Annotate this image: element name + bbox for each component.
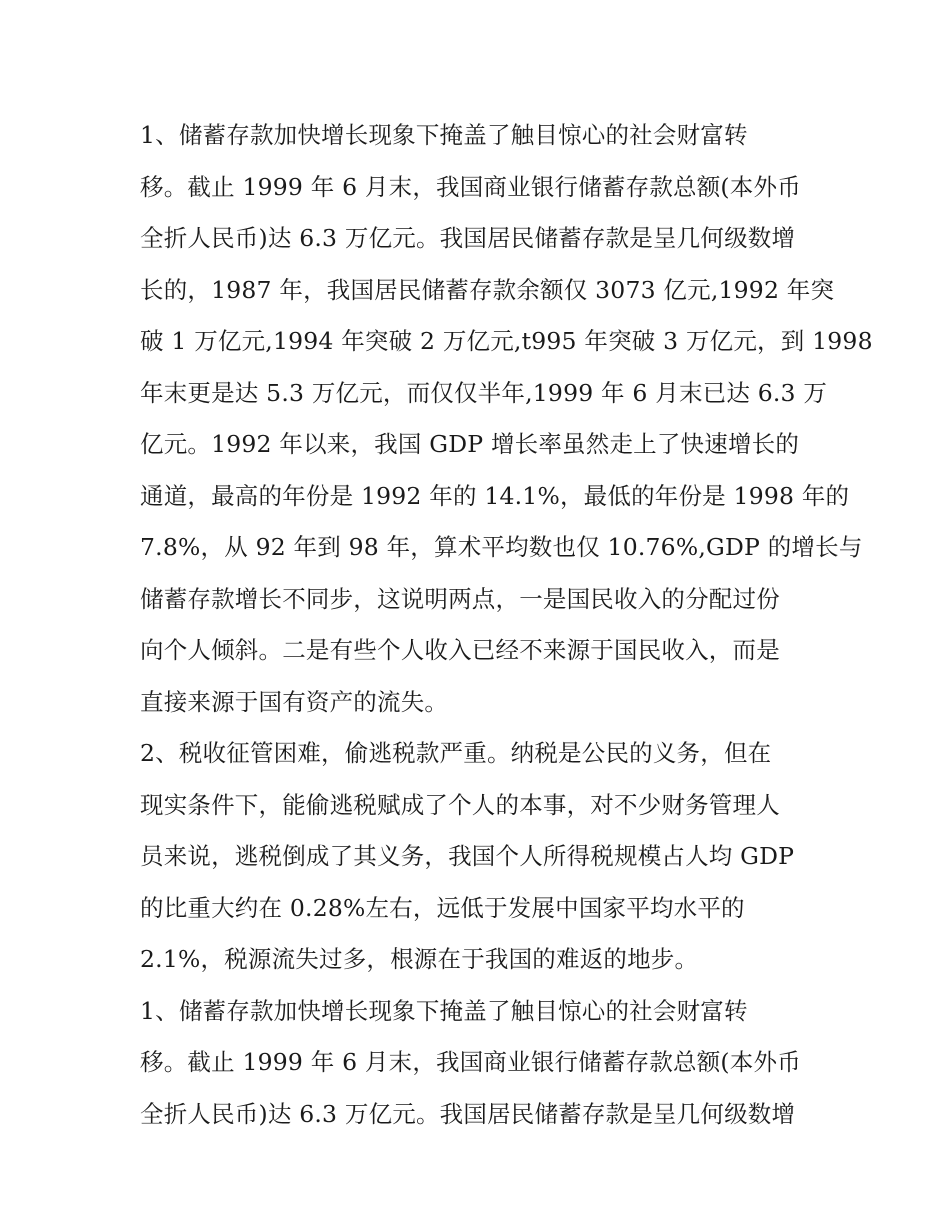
body-text	[140, 110, 873, 1140]
text-line: 破 1 万亿元,1994 年突破 2 万亿元,t995 年突破 3 万亿元，到 1998	[140, 327, 873, 355]
text-line: 长的，1987 年，我国居民储蓄存款余额仅 3073 亿元,1992 年突	[140, 275, 835, 304]
text-line: 年末更是达 5.3 万亿元，而仅仅半年,1999 年 6 月末已达 6.3 万	[140, 378, 828, 407]
text-line: 移。截止 1999 年 6 月末，我国商业银行储蓄存款总额(本外币	[140, 172, 801, 201]
text-line: 全折人民币)达 6.3 万亿元。我国居民储蓄存款是呈几何级数增	[140, 224, 796, 252]
text-line: 亿元。1992 年以来，我国 GDP 增长率虽然走上了快速增长的	[140, 430, 800, 458]
text-line: 2、税收征管困难，偷逃税款严重。纳税是公民的义务，但在	[140, 739, 772, 767]
text-line: 7.8%，从 92 年到 98 年，算术平均数也仅 10.76%,GDP 的增长与	[140, 533, 863, 561]
text-line: 全折人民币)达 6.3 万亿元。我国居民储蓄存款是呈几何级数增	[140, 1099, 796, 1128]
text-line: 的比重大约在 0.28%左右，远低于发展中国家平均水平的	[140, 893, 745, 922]
text-line: 员来说，逃税倒成了其义务，我国个人所得税规模占人均 GDP	[140, 842, 795, 870]
text-line: 现实条件下，能偷逃税赋成了个人的本事，对不少财务管理人	[140, 790, 780, 819]
text-line: 1、储蓄存款加快增长现象下掩盖了触目惊心的社会财富转	[140, 996, 748, 1025]
text-line: 2.1%，税源流失过多，根源在于我国的难返的地步。	[140, 945, 699, 973]
text-line: 向个人倾斜。二是有些个人收入已经不来源于国民收入，而是	[140, 636, 780, 664]
text-line: 移。截止 1999 年 6 月末，我国商业银行储蓄存款总额(本外币	[140, 1048, 801, 1076]
text-line: 通道，最高的年份是 1992 年的 14.1%，最低的年份是 1998 年的	[140, 481, 850, 510]
text-line: 1、储蓄存款加快增长现象下掩盖了触目惊心的社会财富转	[140, 121, 748, 149]
text-line: 直接来源于国有资产的流失。	[140, 687, 449, 716]
text-line: 储蓄存款增长不同步，这说明两点，一是国民收入的分配过份	[140, 584, 780, 613]
